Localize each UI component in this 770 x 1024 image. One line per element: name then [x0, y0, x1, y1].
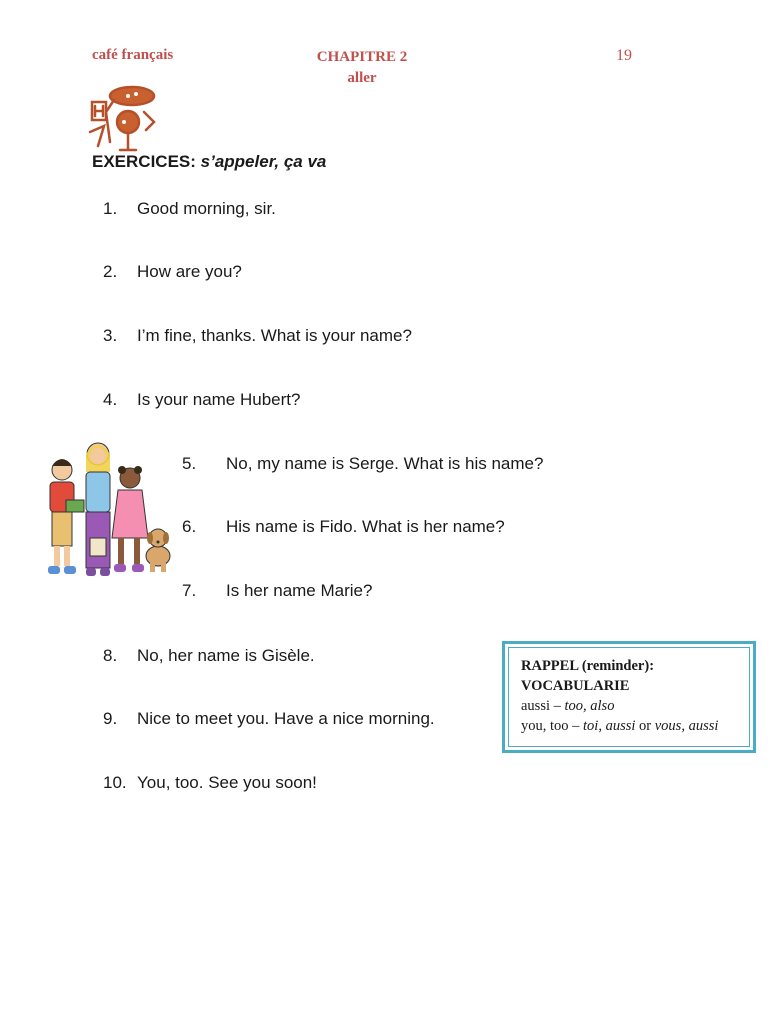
- reminder-subheading: VOCABULARIE: [521, 678, 630, 694]
- item-number: 8.: [103, 646, 118, 665]
- item-number: 6.: [182, 517, 197, 536]
- header-course-name: café français: [92, 47, 174, 63]
- chapter-title: CHAPITRE 2: [316, 49, 408, 65]
- item-text: I’m fine, thanks. What is your name?: [137, 326, 412, 345]
- item-text: No, her name is Gisèle.: [137, 646, 315, 665]
- vocab-french-informal: toi, aussi: [583, 718, 636, 734]
- item-number: 9.: [103, 709, 118, 728]
- vocab-french-formal: vous, aussi: [654, 718, 719, 734]
- item-text: Is her name Marie?: [226, 581, 373, 600]
- item-text: Good morning, sir.: [137, 199, 276, 218]
- exercise-title: [92, 152, 326, 172]
- item-text: No, my name is Serge. What is his name?: [226, 454, 544, 473]
- vocab-separator: –: [550, 698, 565, 714]
- item-number: 7.: [182, 581, 197, 600]
- reminder-heading: RAPPEL (reminder):: [521, 658, 655, 674]
- item-text: Nice to meet you. Have a nice morning.: [137, 709, 435, 728]
- item-number: 1.: [103, 199, 118, 218]
- reminder-box-content: [508, 647, 750, 747]
- item-text: How are you?: [137, 262, 242, 281]
- item-number: 3.: [103, 326, 118, 345]
- vocab-line-you-too: [521, 716, 749, 736]
- exercise-title-topic: s’appeler, ça va: [200, 152, 327, 171]
- item-text: Is your name Hubert?: [137, 390, 301, 409]
- vocab-word: you, too: [521, 718, 569, 734]
- item-number: 4.: [103, 390, 118, 409]
- vocab-separator: –: [568, 718, 584, 734]
- item-number: 2.: [103, 262, 118, 281]
- vocab-line-aussi: [521, 696, 749, 716]
- vocab-or: or: [635, 718, 655, 734]
- chapter-subtitle: aller: [347, 70, 377, 86]
- item-number: 5.: [182, 454, 197, 473]
- reminder-box: [502, 641, 756, 753]
- exercise-title-main: EXERCICES:: [92, 152, 196, 171]
- vocab-word: aussi: [521, 698, 550, 714]
- item-number: 10.: [103, 773, 127, 792]
- vocab-meaning: too, also: [564, 698, 615, 714]
- children-with-dog-illustration: [40, 438, 176, 584]
- header-chapter: [300, 47, 424, 89]
- item-text: You, too. See you soon!: [137, 773, 317, 792]
- cafe-waiter-logo-icon: [84, 82, 160, 154]
- page-number: 19: [616, 47, 632, 64]
- item-text: His name is Fido. What is her name?: [226, 517, 505, 536]
